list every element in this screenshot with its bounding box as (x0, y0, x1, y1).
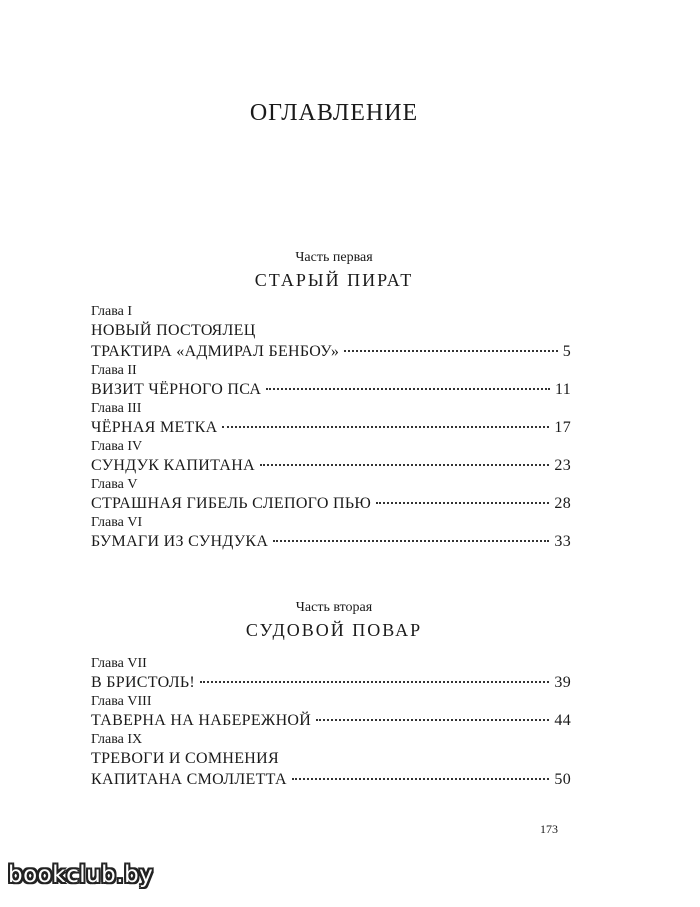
page-ref: 33 (554, 533, 571, 550)
chapter-title-line: БУМАГИ ИЗ СУНДУКА (91, 533, 269, 550)
chapter-label: Глава II (91, 363, 137, 378)
chapter-title-line: СУНДУК КАПИТАНА (91, 457, 255, 474)
page-ref: 39 (554, 674, 571, 691)
chapter-label: Глава VII (91, 656, 147, 671)
page-ref: 5 (562, 343, 571, 360)
toc-part-2 (91, 655, 571, 790)
page-ref: 44 (554, 712, 571, 729)
chapter-label: Глава V (91, 477, 138, 492)
chapter-title (91, 748, 571, 769)
toc-entry[interactable] (91, 379, 571, 400)
chapter-title-line: ТАВЕРНА НА НАБЕРЕЖНОЙ (91, 712, 312, 729)
chapter-title-line: НОВЫЙ ПОСТОЯЛЕЦ (91, 322, 256, 339)
page-ref: 50 (554, 771, 571, 788)
toc-part-1 (91, 303, 571, 552)
page-number: 173 (540, 822, 558, 836)
dot-leader (292, 778, 550, 780)
toc-entry[interactable] (91, 455, 571, 476)
toc-entry[interactable] (91, 769, 571, 790)
chapter-label: Глава VIII (91, 694, 152, 709)
dot-leader (344, 350, 558, 352)
toc-entry[interactable] (91, 341, 571, 362)
dot-leader (260, 464, 549, 466)
toc-entry[interactable] (91, 417, 571, 438)
page-ref: 11 (554, 381, 571, 398)
dot-leader (266, 388, 550, 390)
page-ref: 17 (554, 419, 571, 436)
chapter-title-line: КАПИТАНА СМОЛЛЕТТА (91, 771, 287, 788)
chapter-label: Глава VI (91, 515, 143, 530)
chapter-title-line: ТРЕВОГИ И СОМНЕНИЯ (91, 750, 279, 767)
part-1-title: СТАРЫЙ ПИРАТ (254, 270, 414, 290)
part-2-caption: Часть вторая (295, 600, 373, 615)
dot-leader (222, 426, 549, 428)
chapter-title-line: ТРАКТИРА «АДМИРАЛ БЕНБОУ» (91, 343, 340, 360)
toc-entry[interactable] (91, 493, 571, 514)
dot-leader (273, 540, 549, 542)
dot-leader (200, 681, 549, 683)
chapter-title-line: ЧЁРНАЯ МЕТКА (91, 419, 218, 436)
page-title: ОГЛАВЛЕНИЕ (249, 100, 419, 126)
part-2-title: СУДОВОЙ ПОВАР (245, 620, 423, 640)
chapter-title-line: В БРИСТОЛЬ! (91, 674, 195, 691)
dot-leader (316, 719, 549, 721)
dot-leader (376, 502, 549, 504)
chapter-title-line: ВИЗИТ ЧЁРНОГО ПСА (91, 381, 262, 398)
page-ref: 23 (554, 457, 571, 474)
chapter-title-line: СТРАШНАЯ ГИБЕЛЬ СЛЕПОГО ПЬЮ (91, 495, 372, 512)
watermark: bookclub.by (8, 862, 154, 888)
chapter-label: Глава III (91, 401, 142, 416)
toc-entry[interactable] (91, 672, 571, 693)
toc-entry[interactable] (91, 710, 571, 731)
part-1-caption: Часть первая (295, 250, 373, 265)
toc-entry[interactable] (91, 531, 571, 552)
chapter-label: Глава IX (91, 732, 143, 747)
chapter-label: Глава I (91, 304, 133, 319)
page-ref: 28 (554, 495, 571, 512)
chapter-label: Глава IV (91, 439, 143, 454)
chapter-title (91, 320, 571, 341)
